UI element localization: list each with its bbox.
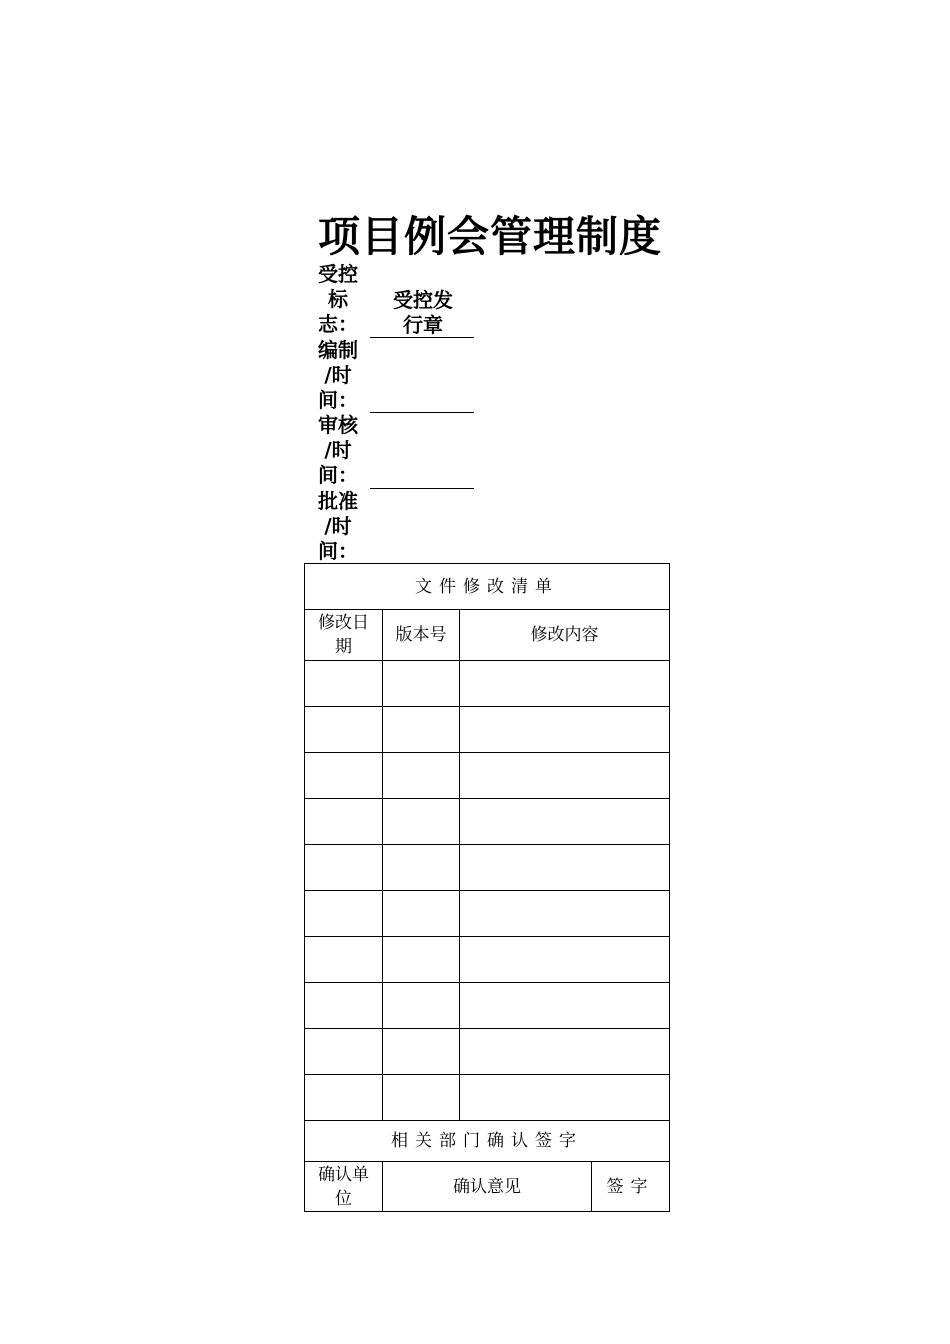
table-row [305, 753, 670, 799]
revision-content-cell[interactable] [460, 753, 670, 799]
header-confirm-unit: 确认单 位 [305, 1162, 383, 1212]
version-cell[interactable] [383, 799, 460, 845]
revision-date-cell[interactable] [305, 707, 383, 753]
revision-date-cell[interactable] [305, 845, 383, 891]
revision-content-cell[interactable] [460, 799, 670, 845]
approved-by-label: 批准 /时 间： [318, 489, 358, 563]
confirm-section-title: 相关部门确认签字 [305, 1121, 670, 1162]
version-cell[interactable] [383, 845, 460, 891]
version-cell[interactable] [383, 661, 460, 707]
revision-date-cell[interactable] [305, 1029, 383, 1075]
header-signature: 签字 [592, 1162, 670, 1212]
table-row [305, 661, 670, 707]
table-row [305, 845, 670, 891]
table-row [305, 937, 670, 983]
table-row [305, 983, 670, 1029]
header-revision-date: 修改日 期 [305, 610, 383, 661]
revision-content-cell[interactable] [460, 983, 670, 1029]
revision-date-cell[interactable] [305, 799, 383, 845]
version-cell[interactable] [383, 891, 460, 937]
document-title: 项目例会管理制度 [317, 212, 662, 261]
version-cell[interactable] [383, 707, 460, 753]
reviewed-by-label: 审核 /时 间： [318, 413, 358, 487]
revision-content-cell[interactable] [460, 1075, 670, 1121]
header-version: 版本号 [383, 610, 460, 661]
table-row [305, 1075, 670, 1121]
revision-date-cell[interactable] [305, 983, 383, 1029]
header-confirm-opinion: 确认意见 [383, 1162, 592, 1212]
revision-content-cell[interactable] [460, 707, 670, 753]
revision-content-cell[interactable] [460, 891, 670, 937]
revision-table [304, 563, 670, 1212]
version-cell[interactable] [383, 753, 460, 799]
table-row [305, 799, 670, 845]
version-cell[interactable] [383, 937, 460, 983]
table-row [305, 1029, 670, 1075]
table-row [305, 891, 670, 937]
version-cell[interactable] [383, 983, 460, 1029]
revision-date-cell[interactable] [305, 891, 383, 937]
version-cell[interactable] [383, 1029, 460, 1075]
reviewed-by-underline [370, 488, 474, 489]
revision-date-cell[interactable] [305, 1075, 383, 1121]
revision-table-title: 文件修改清单 [305, 564, 670, 610]
controlled-mark-underline [370, 337, 474, 338]
revision-content-cell[interactable] [460, 845, 670, 891]
controlled-mark-value: 受控发 行章 [393, 288, 453, 337]
prepared-by-underline [370, 412, 474, 413]
prepared-by-label: 编制 /时 间： [318, 338, 358, 412]
revision-date-cell[interactable] [305, 661, 383, 707]
controlled-mark-label: 受控 标 志： [318, 262, 358, 336]
revision-date-cell[interactable] [305, 753, 383, 799]
revision-date-cell[interactable] [305, 937, 383, 983]
revision-content-cell[interactable] [460, 937, 670, 983]
revision-content-cell[interactable] [460, 661, 670, 707]
revision-content-cell[interactable] [460, 1029, 670, 1075]
version-cell[interactable] [383, 1075, 460, 1121]
table-row [305, 707, 670, 753]
header-revision-content: 修改内容 [460, 610, 670, 661]
